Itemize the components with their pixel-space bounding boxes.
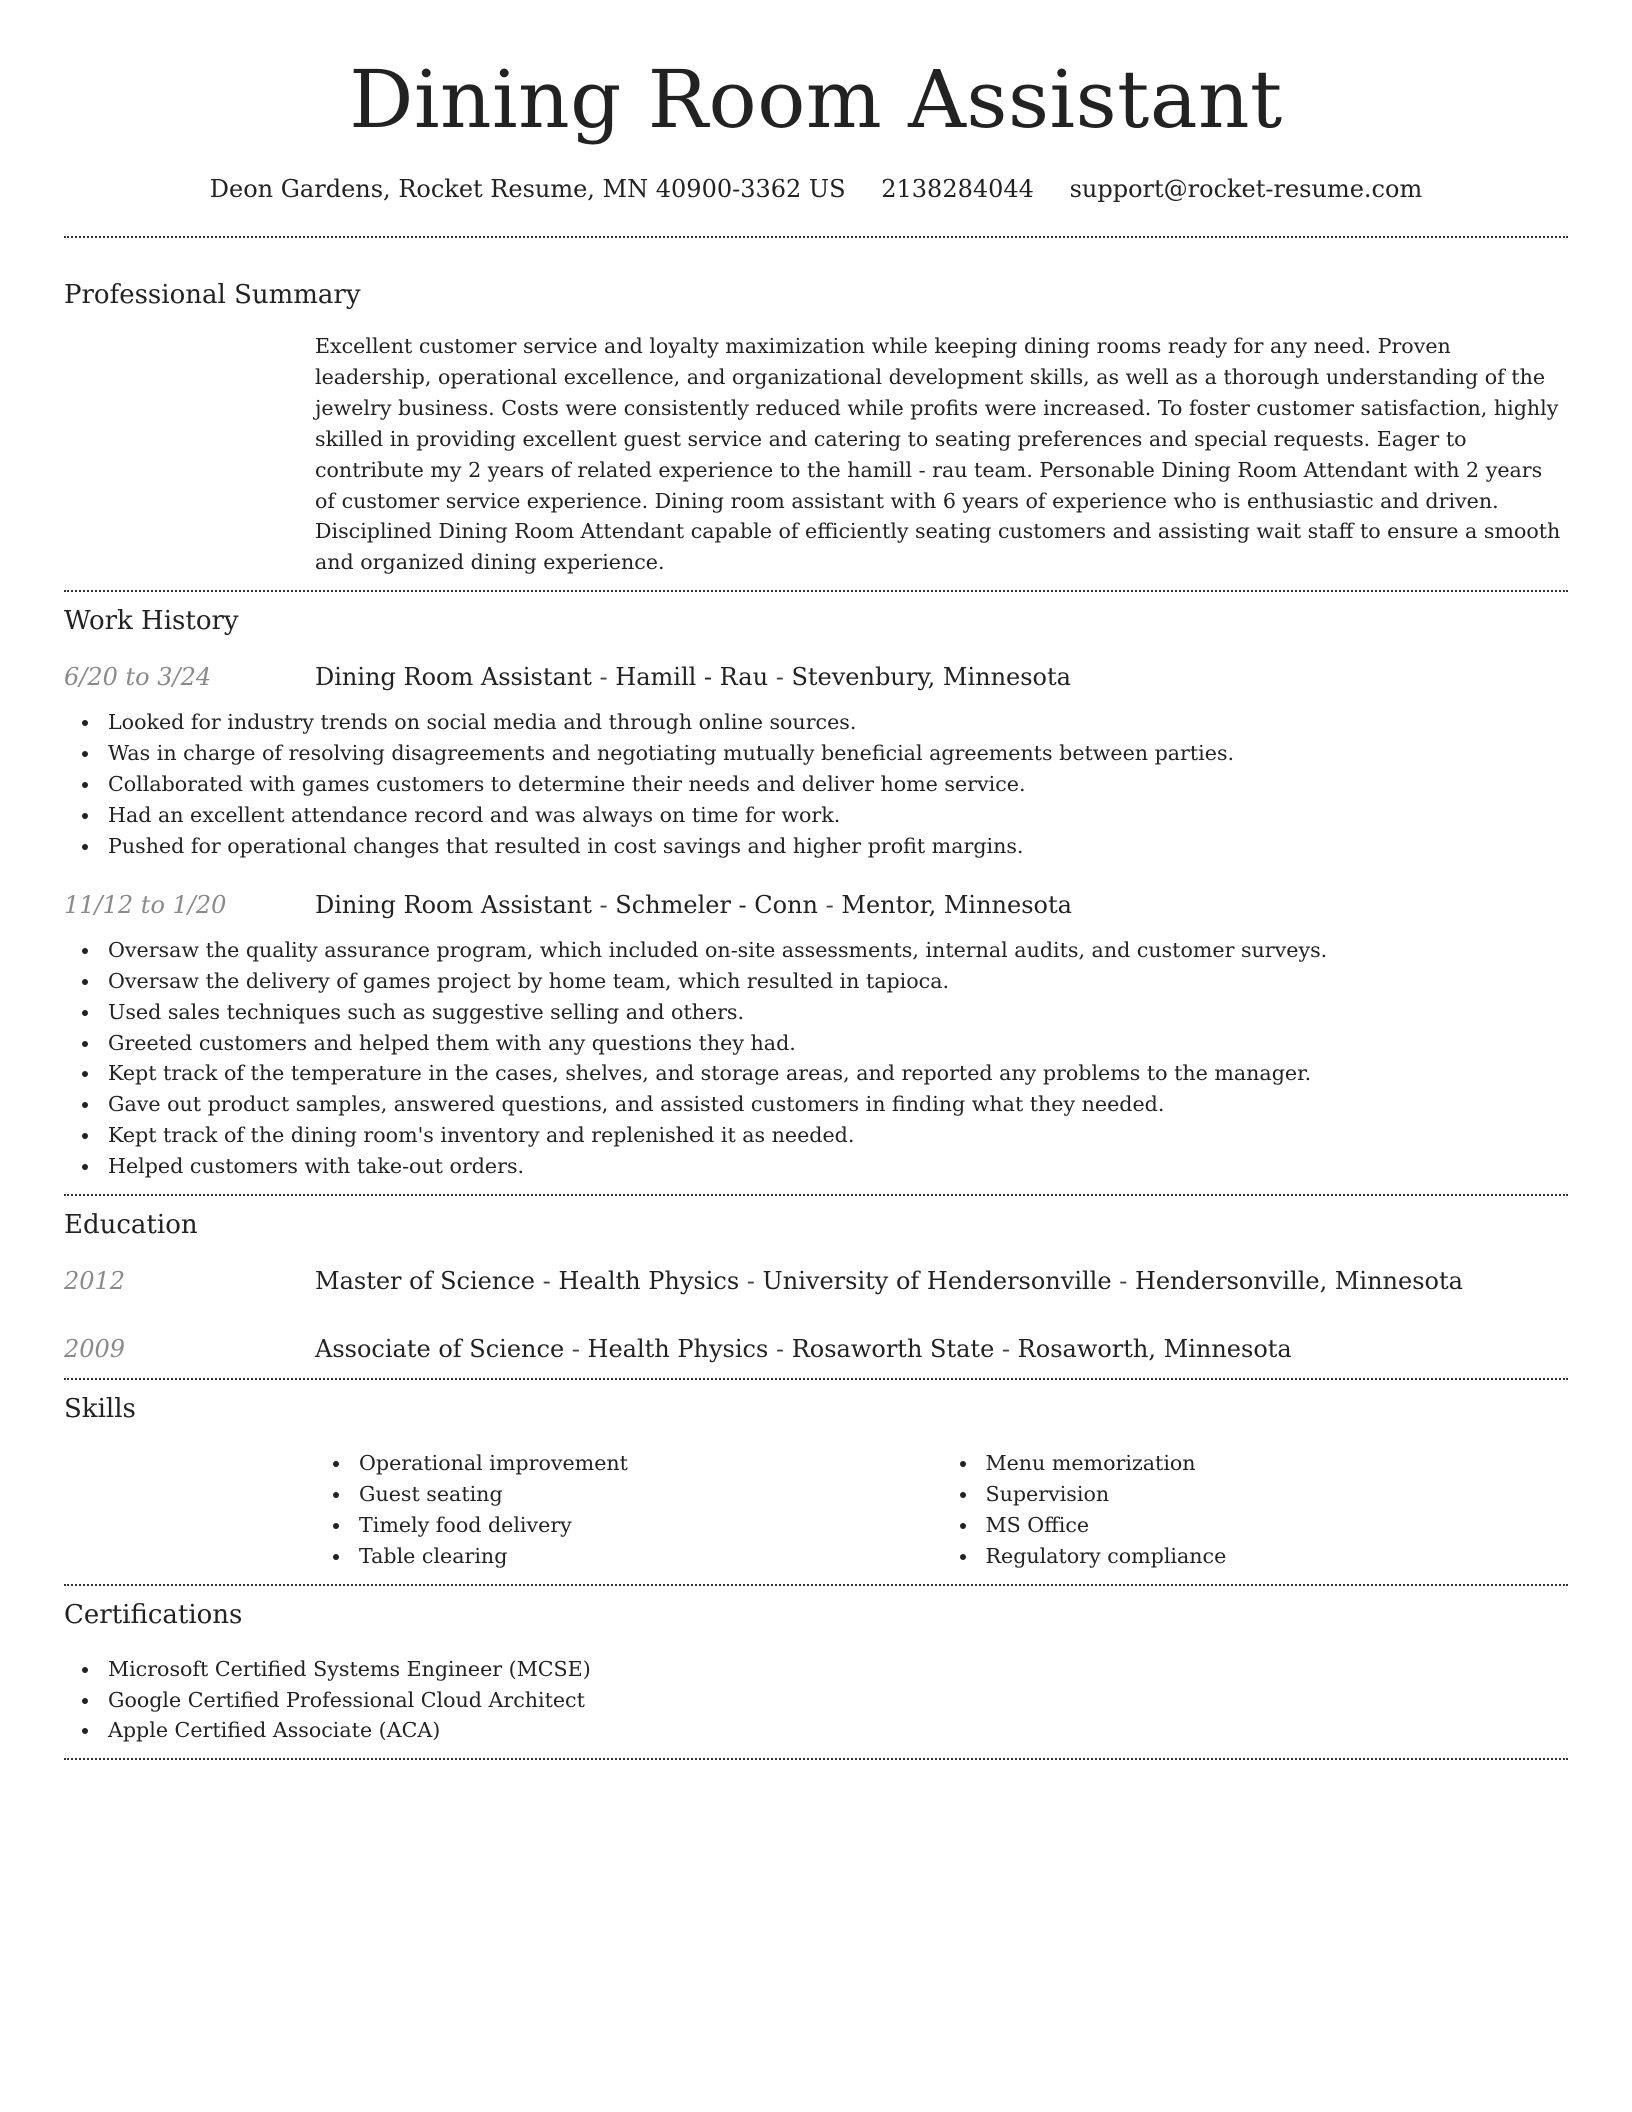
list-item: Kept track of the dining room's inventory and replenished it as needed. <box>108 1120 1568 1151</box>
divider <box>64 1758 1568 1760</box>
list-item: Gave out product samples, answered questions, and assisted customers in finding what they needed. <box>108 1089 1568 1120</box>
skill-item: Supervision <box>986 1479 1569 1510</box>
skill-item: Table clearing <box>359 1541 942 1572</box>
section-title-skills: Skills <box>64 1394 136 1425</box>
education-degree: Master of Science <box>315 1267 535 1296</box>
resume-page <box>64 0 1568 1760</box>
list-item: Helped customers with take-out orders. <box>108 1151 1568 1182</box>
certification-item: Google Certified Professional Cloud Architect <box>108 1685 1568 1716</box>
education-entry <box>64 1332 1568 1366</box>
divider <box>64 1194 1568 1196</box>
job-date: 11/12 to 1/20 <box>64 890 227 919</box>
education-location: Rosaworth, Minnesota <box>1017 1335 1292 1364</box>
skill-item: Operational improvement <box>359 1448 942 1479</box>
list-item: Looked for industry trends on social media and through online sources. <box>108 707 1568 738</box>
separator: - <box>571 1335 588 1364</box>
divider <box>64 1584 1568 1586</box>
education-year: 2009 <box>64 1335 126 1364</box>
list-item: Greeted customers and helped them with any questions they had. <box>108 1028 1568 1059</box>
separator: - <box>599 663 616 692</box>
separator: - <box>1001 1335 1018 1364</box>
education-field: Health Physics <box>558 1267 740 1296</box>
separator: - <box>746 1267 763 1296</box>
job-bullets <box>64 935 1568 1182</box>
list-item: Oversaw the quality assurance program, which included on-site assessments, internal audits, and customer surveys. <box>108 935 1568 966</box>
job-entry <box>64 660 1568 862</box>
education-year: 2012 <box>64 1267 126 1296</box>
skill-item: Menu memorization <box>986 1448 1569 1479</box>
job-role: Dining Room Assistant <box>315 663 592 692</box>
skills-columns <box>315 1448 1568 1572</box>
education-heading <box>315 1332 1568 1366</box>
list-item: Collaborated with games customers to determine their needs and deliver home service. <box>108 769 1568 800</box>
job-bullets <box>64 707 1568 862</box>
skill-item: Timely food delivery <box>359 1510 942 1541</box>
section-title-certifications: Certifications <box>64 1599 243 1630</box>
summary-text: Excellent customer service and loyalty maximization while keeping dining rooms ready for any need. Proven leadership, operational excellence, and organizational development skills, as well as a thorough understanding of the jewelry business. Costs were consistently reduced while profits were increased. To foster customer satisfaction, highly skilled in providing excellent guest service and catering to seating preferences and special requests. Eager to contribute my 2 years of related experience to the hamill - rau team. Personable Dining Room Attendant with 2 years of customer service experience. Dining room assistant with 6 years of experience who is enthusiastic and driven. Disciplined Dining Room Attendant capable of efficiently seating customers and assisting wait staff to ensure a smooth and organized dining experience. <box>315 334 1561 575</box>
job-heading <box>315 660 1568 694</box>
job-company: Schmeler - Conn <box>615 890 819 919</box>
skills-list-left <box>315 1448 942 1572</box>
list-item: Had an excellent attendance record and was always on time for work. <box>108 800 1568 831</box>
list-item: Used sales techniques such as suggestive selling and others. <box>108 997 1568 1028</box>
education-heading <box>315 1264 1568 1298</box>
separator: - <box>775 1335 792 1364</box>
job-location: Mentor, Minnesota <box>841 890 1072 919</box>
education-location: Hendersonville, Minnesota <box>1134 1267 1463 1296</box>
section-title-education: Education <box>64 1210 198 1241</box>
skill-item: Guest seating <box>359 1479 942 1510</box>
section-title-work-history: Work History <box>64 606 239 637</box>
job-role: Dining Room Assistant <box>315 890 592 919</box>
separator: - <box>825 890 842 919</box>
separator: - <box>599 890 616 919</box>
section-title-summary: Professional Summary <box>64 280 361 310</box>
certifications-list <box>64 1654 1568 1747</box>
certification-item: Apple Certified Associate (ACA) <box>108 1715 1568 1746</box>
education-school: Rosaworth State <box>791 1335 995 1364</box>
job-heading <box>315 888 1568 922</box>
divider <box>64 236 1568 238</box>
contact-line <box>64 172 1568 206</box>
separator: - <box>1119 1267 1135 1296</box>
certification-item: Microsoft Certified Systems Engineer (MCSE) <box>108 1654 1568 1685</box>
education-degree: Associate of Science <box>315 1335 565 1364</box>
skill-item: Regulatory compliance <box>986 1541 1569 1572</box>
education-field: Health Physics <box>587 1335 769 1364</box>
job-location: Stevenbury, Minnesota <box>791 663 1071 692</box>
contact-email: support@rocket-resume.com <box>1069 175 1423 203</box>
resume-name: Dining Room Assistant <box>349 53 1283 146</box>
separator: - <box>775 663 792 692</box>
job-entry <box>64 888 1568 1182</box>
list-item: Kept track of the temperature in the cases, shelves, and storage areas, and reported any problems to the manager. <box>108 1058 1568 1089</box>
job-company: Hamill - Rau <box>615 663 769 692</box>
education-school: University of Hendersonville <box>762 1267 1112 1296</box>
separator: - <box>542 1267 559 1296</box>
contact-address: Deon Gardens, Rocket Resume, MN 40900-3362 US <box>209 175 846 203</box>
divider <box>64 1378 1568 1380</box>
divider <box>64 590 1568 592</box>
list-item: Was in charge of resolving disagreements and negotiating mutually beneficial agreements between parties. <box>108 738 1568 769</box>
list-item: Oversaw the delivery of games project by home team, which resulted in tapioca. <box>108 966 1568 997</box>
list-item: Pushed for operational changes that resulted in cost savings and higher profit margins. <box>108 831 1568 862</box>
skills-list-right <box>942 1448 1569 1572</box>
skill-item: MS Office <box>986 1510 1569 1541</box>
contact-phone: 2138284044 <box>881 175 1034 203</box>
job-date: 6/20 to 3/24 <box>64 663 212 692</box>
education-entry <box>64 1264 1568 1298</box>
